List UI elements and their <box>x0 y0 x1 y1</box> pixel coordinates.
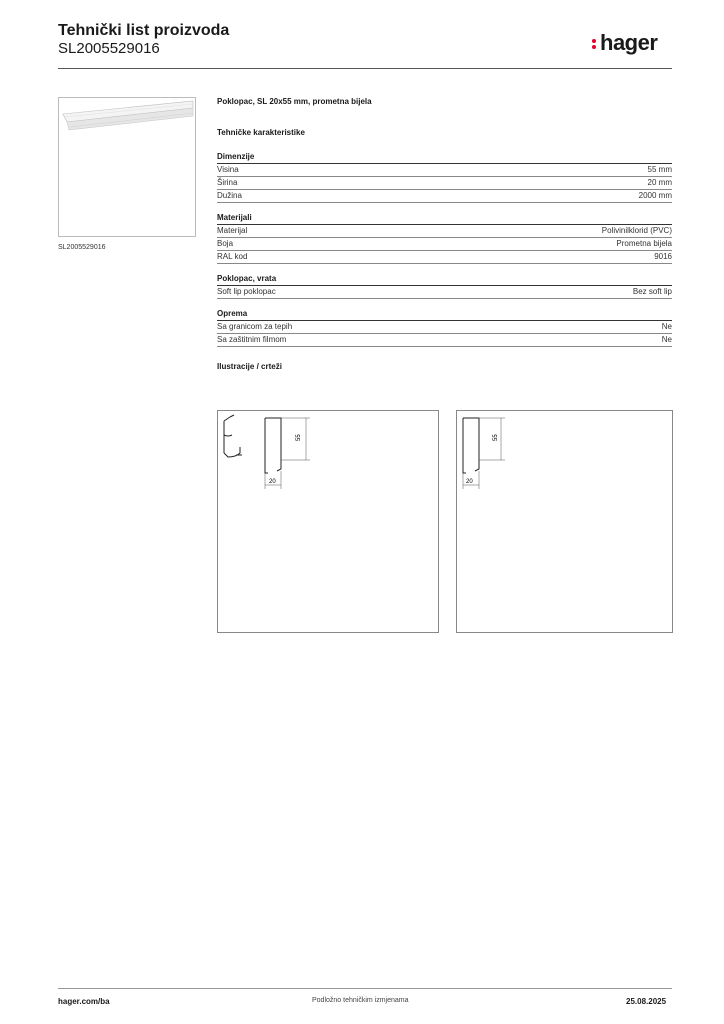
spec-label: Sa zaštitnim filmom <box>217 335 287 344</box>
spec-row <box>217 251 672 264</box>
spec-label: Dužina <box>217 191 242 200</box>
spec-value: 20 mm <box>647 178 672 187</box>
spec-row <box>217 321 672 334</box>
technical-drawing-2 <box>456 410 673 633</box>
footer-date: 25.08.2025 <box>626 997 667 1006</box>
logo-dots-icon <box>592 36 598 50</box>
spec-row <box>217 177 672 190</box>
width-dimension-label: 20 <box>466 479 473 485</box>
footer-note: Podložno tehničkim izmjenama <box>312 997 409 1004</box>
footer-website-link[interactable]: hager.com/ba <box>58 997 110 1006</box>
document-title: Tehnički list proizvoda <box>58 22 230 39</box>
height-dimension-label: 55 <box>296 434 302 441</box>
group-title: Materijali <box>217 213 672 225</box>
height-dimension-label: 55 <box>493 434 499 441</box>
spec-label: Visina <box>217 165 239 174</box>
product-photo <box>58 97 196 237</box>
spec-row <box>217 225 672 238</box>
spec-group-equipment <box>217 309 672 347</box>
spec-label: Sa granicom za tepih <box>217 322 293 331</box>
group-title: Oprema <box>217 309 672 321</box>
spec-row <box>217 238 672 251</box>
group-title: Poklopac, vrata <box>217 274 672 286</box>
spec-value: Ne <box>661 322 672 331</box>
photo-caption: SL2005529016 <box>58 244 106 251</box>
profile-drawing-icon <box>457 411 672 632</box>
spec-value: Bez soft lip <box>632 287 672 296</box>
illustrations-title: Ilustracije / crteži <box>217 362 282 371</box>
spec-label: Materijal <box>217 226 248 235</box>
spec-label: Boja <box>217 239 234 248</box>
group-title: Dimenzije <box>217 152 672 164</box>
technical-drawing-1 <box>217 410 439 633</box>
spec-row <box>217 286 672 299</box>
spec-value: Prometna bijela <box>616 239 672 248</box>
logo-text: hager <box>600 30 658 55</box>
spec-group-materials <box>217 213 672 264</box>
spec-value: Ne <box>661 335 672 344</box>
header-divider <box>58 68 672 69</box>
spec-label: Širina <box>217 178 238 187</box>
spec-group-dimensions <box>217 152 672 203</box>
spec-value: 2000 mm <box>638 191 672 200</box>
spec-label: RAL kod <box>217 252 248 261</box>
cover-profile-image <box>59 98 195 236</box>
spec-row <box>217 190 672 203</box>
width-dimension-label: 20 <box>269 479 276 485</box>
section-title: Tehničke karakteristike <box>217 128 305 137</box>
spec-row <box>217 164 672 177</box>
spec-value: 55 mm <box>647 165 672 174</box>
spec-row <box>217 334 672 347</box>
product-name: Poklopac, SL 20x55 mm, prometna bijela <box>217 97 372 106</box>
spec-content <box>217 97 672 371</box>
spec-group-cover <box>217 274 672 299</box>
spec-value: 9016 <box>654 252 672 261</box>
footer-divider <box>58 988 672 989</box>
product-code: SL2005529016 <box>58 40 160 57</box>
spec-value: Polivinilklorid (PVC) <box>601 226 672 235</box>
brand-logo <box>592 30 657 56</box>
profile-drawing-icon <box>218 411 438 632</box>
spec-label: Soft lip poklopac <box>217 287 276 296</box>
